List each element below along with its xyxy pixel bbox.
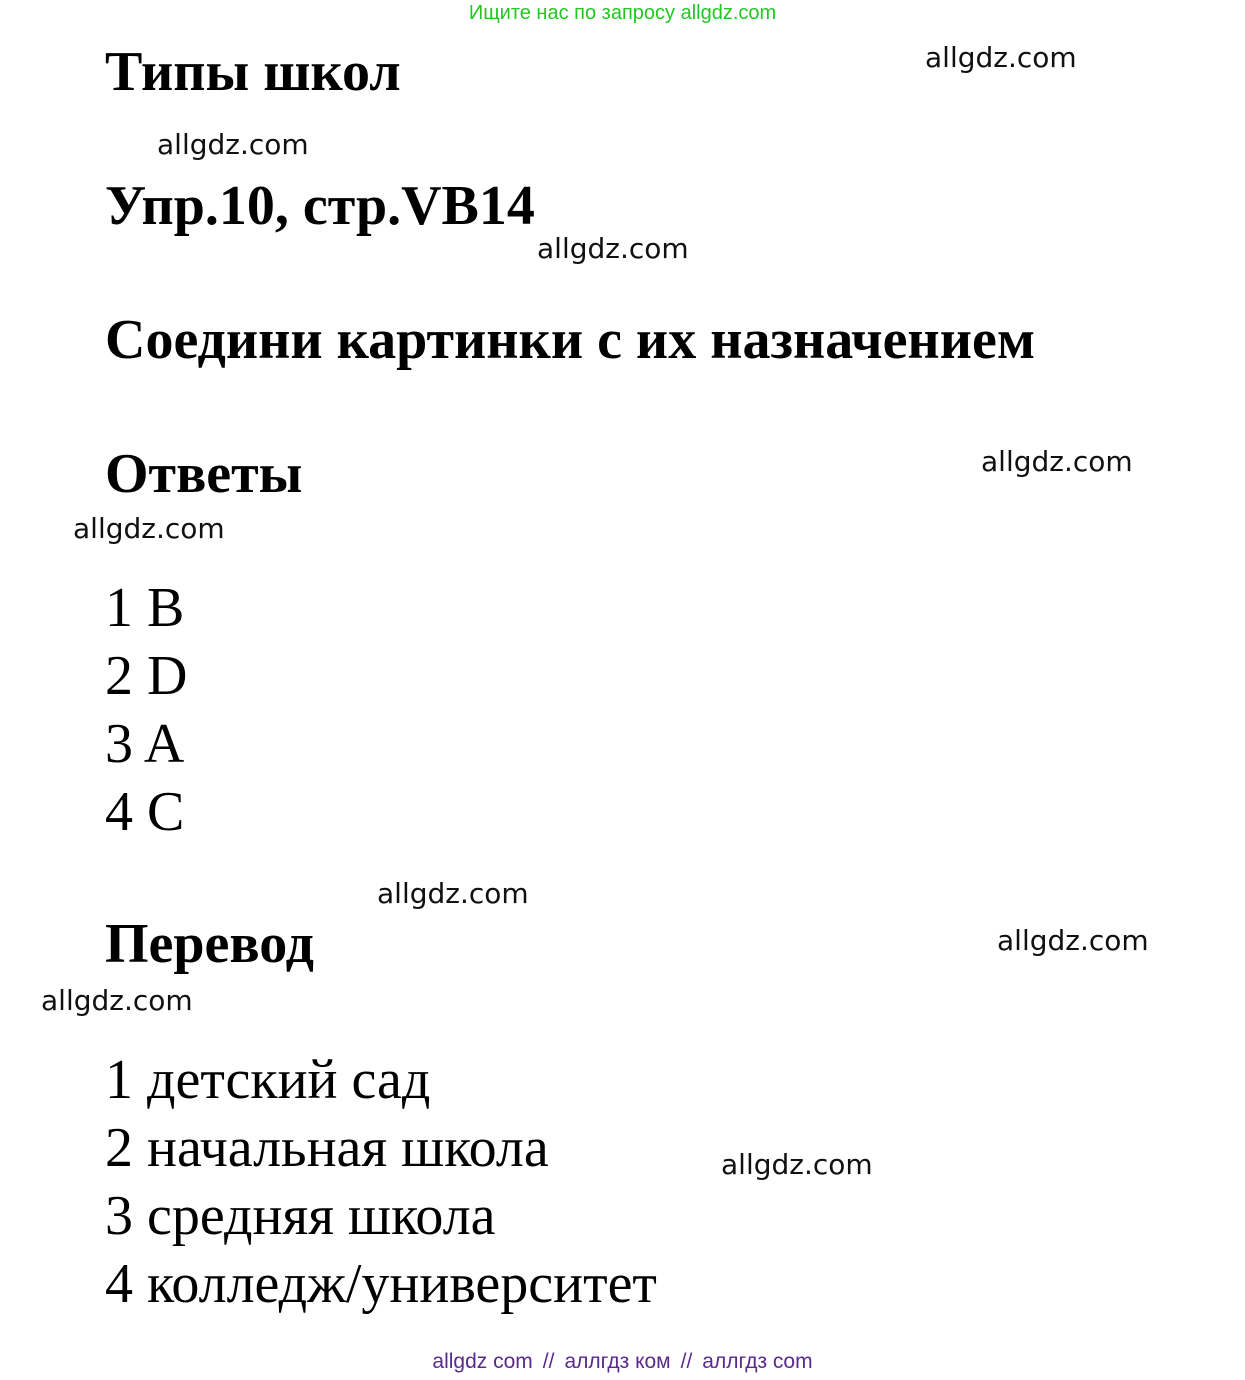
task-instruction: Соедини картинки с их назначением xyxy=(105,309,1035,371)
footer-text-3: аллгдз com xyxy=(702,1350,813,1373)
top-banner: Ищите нас по запросу allgdz.com xyxy=(468,2,777,24)
watermark: allgdz.com xyxy=(721,1148,873,1181)
answer-item-3: 3 A xyxy=(105,713,185,775)
translation-item-2: 2 начальная школа xyxy=(105,1117,549,1179)
watermark: allgdz.com xyxy=(997,924,1149,957)
watermark: allgdz.com xyxy=(981,445,1133,478)
exercise-reference: Упр.10, стр.VB14 xyxy=(105,175,535,237)
watermark: allgdz.com xyxy=(41,984,193,1017)
footer xyxy=(0,1350,1245,1374)
page-title: Типы школ xyxy=(105,41,401,103)
footer-text-1: allgdz com xyxy=(432,1350,533,1373)
translation-item-3: 3 средняя школа xyxy=(105,1185,496,1247)
translation-item-1: 1 детский сад xyxy=(105,1049,431,1111)
watermark: allgdz.com xyxy=(157,128,309,161)
watermark: allgdz.com xyxy=(925,41,1077,74)
answer-item-2: 2 D xyxy=(105,645,188,707)
watermark: allgdz.com xyxy=(73,512,225,545)
answers-heading: Ответы xyxy=(105,443,303,505)
footer-text-2: аллгдз ком xyxy=(564,1350,671,1373)
answer-item-4: 4 C xyxy=(105,781,185,843)
watermark: allgdz.com xyxy=(537,232,689,265)
watermark: allgdz.com xyxy=(377,877,529,910)
translation-item-4: 4 колледж/университет xyxy=(105,1253,657,1315)
footer-separator: // xyxy=(542,1350,555,1373)
answer-item-1: 1 B xyxy=(105,577,185,639)
translation-heading: Перевод xyxy=(105,913,314,975)
footer-separator: // xyxy=(680,1350,693,1373)
